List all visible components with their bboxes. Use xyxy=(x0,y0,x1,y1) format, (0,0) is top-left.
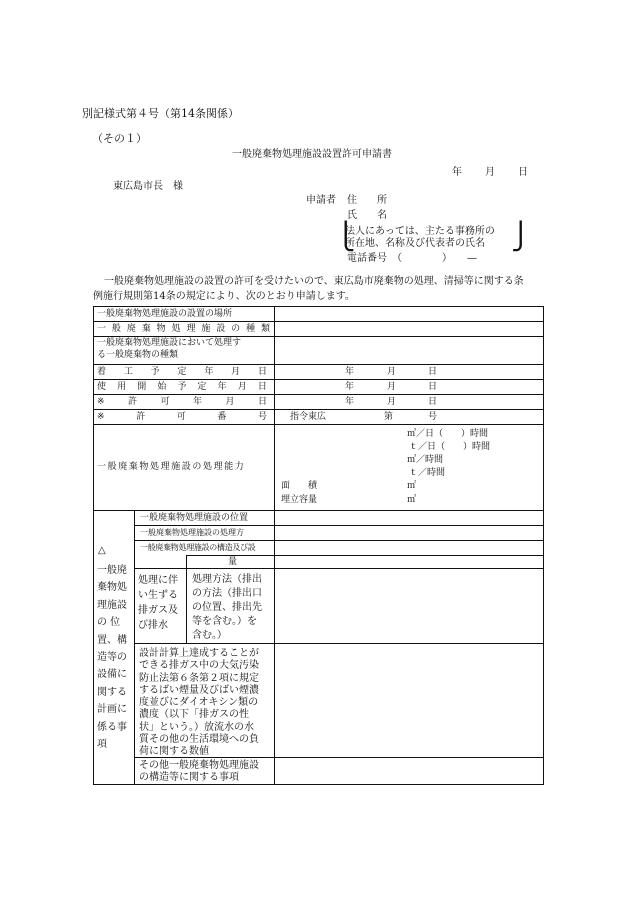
construction-day: 日 xyxy=(428,367,438,377)
row-type-label: 一 般 廃 棄 物 処 理 施 設 の 種 類 xyxy=(97,324,270,334)
row-divider xyxy=(93,409,544,410)
row-waste-type-label-1: 一般廃棄物処理施設において処理す xyxy=(97,338,242,348)
applicant-phone: 電話番号 （ ） — xyxy=(347,253,477,264)
use-month: 月 xyxy=(387,382,397,392)
row-divider xyxy=(186,555,544,556)
row-divider xyxy=(93,364,544,365)
plan-structure-label: 一般廃棄物処理施設の構造及び設 xyxy=(140,543,256,552)
row-divider xyxy=(93,424,544,425)
row-divider xyxy=(93,379,544,380)
row-divider xyxy=(93,321,544,322)
row-divider xyxy=(93,336,544,337)
design-values-label: 設計計算上達成することが できる排ガス中の大気汚染 防止法第６条第２項に規定 するばい煙量及びばい煙濃 度並びにダイオキシン類の 濃度（以下「排ガスの性 状」という。）放流水の水 質その他の生活環境への負 荷に関する数値 xyxy=(139,648,259,758)
applicant-note-2: 所在地、名称及び代表者の氏名 xyxy=(345,238,485,249)
permit-number-prefix: 指令東広 xyxy=(290,412,327,422)
construction-year: 年 xyxy=(345,367,355,377)
document-title: 一般廃棄物処理施設設置許可申請書 xyxy=(232,149,392,160)
use-day: 日 xyxy=(428,382,438,392)
part-label: （その１） xyxy=(92,132,147,145)
area-unit: ㎡ xyxy=(407,481,417,491)
body-text-line-1: 一般廃棄物処理施設の設置の許可を受けたいので、東広島市廃棄物の処理、清掃等に関する条 xyxy=(104,276,524,287)
row-capacity-label: 一般廃棄物処理施設の処理能力 xyxy=(97,462,246,472)
capacity-line-4: ｔ／時間 xyxy=(409,468,446,478)
plan-structure-label-2: 量 xyxy=(228,557,238,567)
capacity-line-3: ㎥／時間 xyxy=(407,455,444,465)
applicant-label: 申請者 xyxy=(306,195,336,206)
permit-day: 日 xyxy=(428,397,438,407)
plan-side-label: 一般廃 棄物処 理施設 の 位 置、構 造等の 設備に 関する 計画に 係る事 項 xyxy=(97,565,127,751)
row-divider xyxy=(134,643,544,644)
other-structure-label: その他一般廃棄物処理施設 の構造等に関する事項 xyxy=(139,760,259,783)
row-divider xyxy=(134,568,544,569)
row-permit-no-label: ※ 許 可 番 号 xyxy=(97,412,267,422)
landfill-label: 埋立容量 xyxy=(281,495,318,505)
exhaust-label: 処理に伴 い生ずる 排ガス及 び排水 xyxy=(138,575,178,631)
left-bracket: ⎩ xyxy=(336,222,356,252)
applicant-address-label: 住 所 xyxy=(347,195,387,206)
form-number: 別記様式第４号（第14条関係） xyxy=(82,107,239,120)
column-divider xyxy=(134,510,135,785)
capacity-line-1: ㎥／日（ ）時間 xyxy=(407,429,489,439)
plan-method-label: 一般廃棄物処理施設の処理方 xyxy=(140,528,244,537)
exhaust-method-label: 処理方法（排出 の方法（排出口 の位置、排出先 等を含む。）を 含む。） xyxy=(192,574,262,641)
column-divider xyxy=(186,555,187,643)
row-divider xyxy=(93,394,544,395)
plan-position-label: 一般廃棄物処理施設の位置 xyxy=(140,513,249,523)
construction-month: 月 xyxy=(387,367,397,377)
row-location-label: 一般廃棄物処理施設の設置の場所 xyxy=(97,309,233,319)
row-divider xyxy=(93,510,544,511)
date-day: 日 xyxy=(518,167,528,178)
row-waste-type-label-2: る一般廃棄物の種類 xyxy=(97,350,179,360)
area-label: 面 積 xyxy=(281,481,318,491)
row-divider xyxy=(134,525,544,526)
permit-month: 月 xyxy=(387,397,397,407)
permit-year: 年 xyxy=(345,397,355,407)
row-divider xyxy=(134,540,544,541)
permit-number-go: 号 xyxy=(428,412,438,422)
row-permit-date-label: ※ 許 可 年 月 日 xyxy=(97,397,267,407)
applicant-name-label: 氏 名 xyxy=(347,210,387,221)
date-year: 年 xyxy=(452,167,462,178)
row-start-use-label: 使 用 開 始 予 定 年 月 日 xyxy=(97,382,267,392)
right-bracket: ⎭ xyxy=(511,222,531,252)
body-text-line-2: 例施行規則第14条の規定により、次のとおり申請します。 xyxy=(93,291,355,302)
applicant-note-1: 法人にあっては、主たる事務所の xyxy=(345,226,495,237)
triangle-mark: △ xyxy=(98,545,106,556)
use-year: 年 xyxy=(345,382,355,392)
column-divider xyxy=(274,306,275,785)
date-month: 月 xyxy=(485,167,495,178)
landfill-unit: ㎥ xyxy=(407,495,417,505)
addressee: 東広島市長 様 xyxy=(113,181,183,192)
permit-number-dai: 第 xyxy=(384,412,394,422)
capacity-line-2: ｔ／日（ ）時間 xyxy=(409,442,491,452)
row-start-construction-label: 着 工 予 定 年 月 日 xyxy=(97,367,267,377)
